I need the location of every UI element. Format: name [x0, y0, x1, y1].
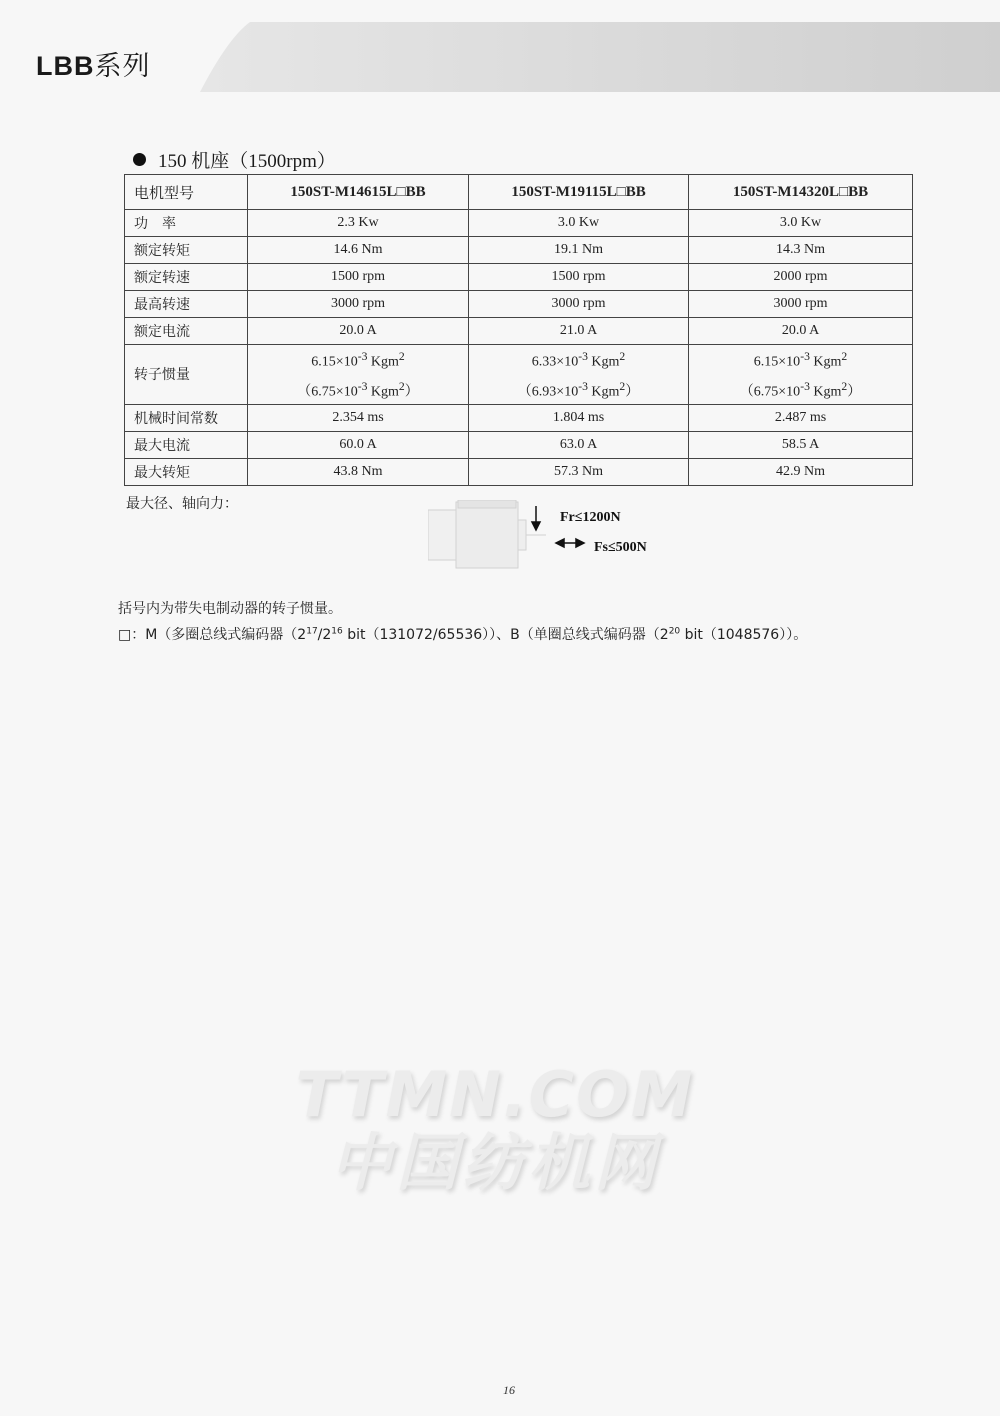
table-row [125, 210, 913, 237]
table-row [125, 291, 913, 318]
table-row [125, 432, 913, 459]
row-label: 最大电流 [125, 432, 248, 459]
row-label: 机械时间常数 [125, 405, 248, 432]
inertia-value: $6.15\times 10^{-3}$ Kgm$^2$ [753, 350, 848, 370]
table-cell: 42.9 Nm [689, 459, 913, 486]
table-cell: 1500 rpm [469, 264, 689, 291]
row-label: 转子惯量 [125, 345, 248, 405]
spec-table [124, 174, 913, 486]
model-cell: 150ST-M19115L□BB [469, 175, 689, 210]
note-encoder: □：M（多圈总线式编码器（$2^{17}/2^{16}$ bit（131072/65536））、B（单圈总线式编码器（$2^{20}$ bit（1048576））。 [118, 626, 808, 643]
inertia-brake-value: （$6.93\times 10^{-3}$ Kgm$^2$） [517, 379, 640, 400]
table-cell: 21.0 A [469, 318, 689, 345]
row-label: 电机型号 [125, 175, 248, 210]
inertia-value: $6.15\times 10^{-3}$ Kgm$^2$ [311, 350, 405, 370]
table-row-inertia [125, 345, 913, 405]
table-cell: 2000 rpm [689, 264, 913, 291]
note-brake-inertia: 括号内为带失电制动器的转子惯量。 [118, 601, 342, 617]
table-cell: 63.0 A [469, 432, 689, 459]
inertia-brake-value: （$6.75\times 10^{-3}$ Kgm$^2$） [297, 379, 419, 400]
watermark-line1: TTMN.COM [295, 1058, 695, 1131]
force-label: 最大径、轴向力： [126, 496, 238, 512]
watermark-line2: 中国纺机网 [329, 1126, 660, 1199]
table-cell: 43.8 Nm [248, 459, 469, 486]
table-cell: 3000 rpm [469, 291, 689, 318]
table-cell: 20.0 A [689, 318, 913, 345]
section-title: 150 机座（1500rpm） [158, 151, 336, 172]
row-label: 额定转速 [125, 264, 248, 291]
inertia-value: $6.33\times 10^{-3}$ Kgm$^2$ [531, 350, 626, 370]
row-label: 额定电流 [125, 318, 248, 345]
section-heading [133, 146, 336, 173]
model-cell: 150ST-M14320L□BB [689, 175, 913, 210]
table-row [125, 237, 913, 264]
bullet-icon [133, 153, 146, 166]
table-row [125, 459, 913, 486]
table-cell: 14.6 Nm [248, 237, 469, 264]
table-cell: 3.0 Kw [469, 210, 689, 237]
axial-arrow-icon [556, 539, 584, 547]
series-title [36, 44, 151, 83]
inertia-cell [469, 345, 689, 405]
table-cell: 2.354 ms [248, 405, 469, 432]
row-label: 最高转速 [125, 291, 248, 318]
table-cell: 60.0 A [248, 432, 469, 459]
row-label: 最大转矩 [125, 459, 248, 486]
model-cell: 150ST-M14615L□BB [248, 175, 469, 210]
table-row [125, 264, 913, 291]
inertia-brake-value: （$6.75\times 10^{-3}$ Kgm$^2$） [739, 379, 862, 400]
axial-force-text: Fs≤500N [594, 540, 647, 555]
table-cell: 3000 rpm [248, 291, 469, 318]
table-cell: 14.3 Nm [689, 237, 913, 264]
series-title-cn: 系列 [94, 51, 151, 81]
table-cell: 58.5 A [689, 432, 913, 459]
table-cell: 3.0 Kw [689, 210, 913, 237]
radial-arrow-icon [532, 506, 540, 530]
table-cell: 1500 rpm [248, 264, 469, 291]
motor-icon [428, 500, 546, 568]
table-cell: 2.487 ms [689, 405, 913, 432]
row-label: 额定转矩 [125, 237, 248, 264]
series-title-latin: LBB [36, 51, 95, 81]
page-number: 16 [503, 1383, 515, 1397]
inertia-cell [248, 345, 469, 405]
row-label: 功 率 [125, 210, 248, 237]
table-row-model [125, 175, 913, 210]
table-cell: 3000 rpm [689, 291, 913, 318]
table-cell: 1.804 ms [469, 405, 689, 432]
table-cell: 20.0 A [248, 318, 469, 345]
watermark [270, 1058, 720, 1199]
table-cell: 57.3 Nm [469, 459, 689, 486]
radial-force-text: Fr≤1200N [560, 510, 621, 525]
table-cell: 19.1 Nm [469, 237, 689, 264]
inertia-cell [689, 345, 913, 405]
table-cell: 2.3 Kw [248, 210, 469, 237]
table-row [125, 318, 913, 345]
table-row [125, 405, 913, 432]
